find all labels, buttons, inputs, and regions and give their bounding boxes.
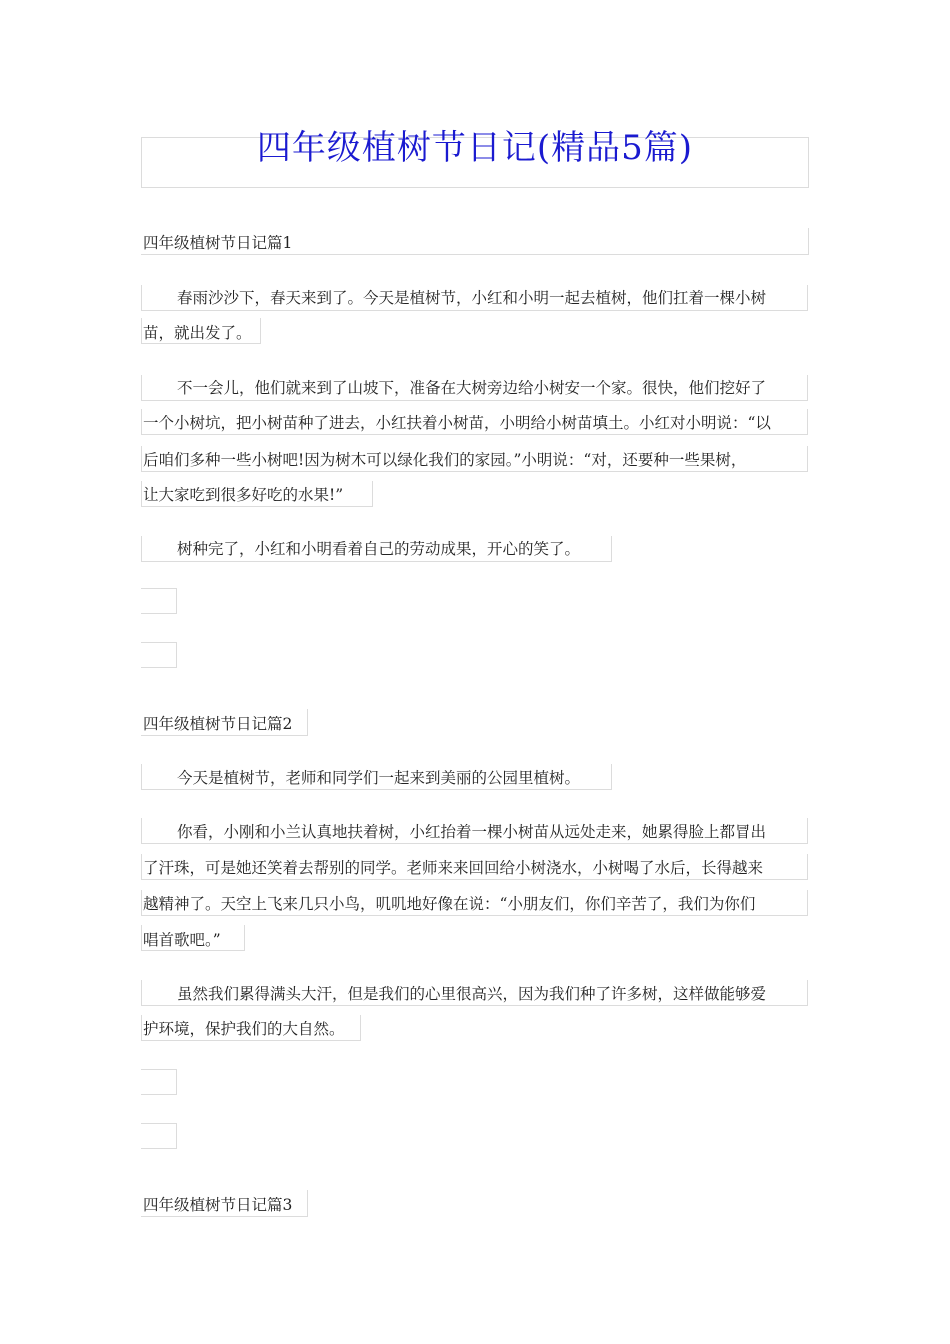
paragraph-line: 虽然我们累得满头大汗，但是我们的心里很高兴，因为我们种了许多树，这样做能够爱 — [177, 985, 767, 1003]
section-heading: 四年级植树节日记篇2 — [143, 715, 293, 733]
section-heading: 四年级植树节日记篇1 — [143, 234, 293, 252]
blank-line — [141, 1069, 177, 1095]
document-title: 四年级植树节日记(精品5篇) — [256, 128, 694, 168]
paragraph-line: 一个小树坑，把小树苗种了进去，小红扶着小树苗，小明给小树苗填土。小红对小明说：“以 — [143, 414, 771, 432]
paragraph-line: 后咱们多种一些小树吧!因为树木可以绿化我们的家园。”小明说：“对，还要种一些果树， — [143, 451, 747, 469]
paragraph-line: 护环境，保护我们的大自然。 — [143, 1020, 345, 1038]
blank-line — [141, 588, 177, 614]
paragraph-line: 春雨沙沙下，春天来到了。今天是植树节，小红和小明一起去植树，他们扛着一棵小树 — [177, 289, 767, 307]
paragraph-line: 越精神了。天空上飞来几只小鸟，叽叽地好像在说：“小朋友们，你们辛苦了，我们为你们 — [143, 895, 756, 913]
paragraph-line: 树种完了，小红和小明看着自己的劳动成果，开心的笑了。 — [177, 540, 581, 558]
paragraph-line: 了汗珠，可是她还笑着去帮别的同学。老师来来回回给小树浇水，小树喝了水后，长得越来 — [143, 859, 764, 877]
paragraph-line: 你看，小刚和小兰认真地扶着树，小红抬着一棵小树苗从远处走来，她累得脸上都冒出 — [177, 823, 767, 841]
paragraph-line: 苗，就出发了。 — [143, 324, 252, 342]
paragraph-line: 今天是植树节，老师和同学们一起来到美丽的公园里植树。 — [177, 769, 581, 787]
blank-line — [141, 1123, 177, 1149]
section-heading: 四年级植树节日记篇3 — [143, 1196, 293, 1214]
blank-line — [141, 642, 177, 668]
paragraph-line: 让大家吃到很多好吃的水果!” — [143, 486, 344, 504]
paragraph-line: 唱首歌吧。” — [143, 931, 221, 949]
paragraph-line: 不一会儿，他们就来到了山坡下，准备在大树旁边给小树安一个家。很快，他们挖好了 — [177, 379, 767, 397]
